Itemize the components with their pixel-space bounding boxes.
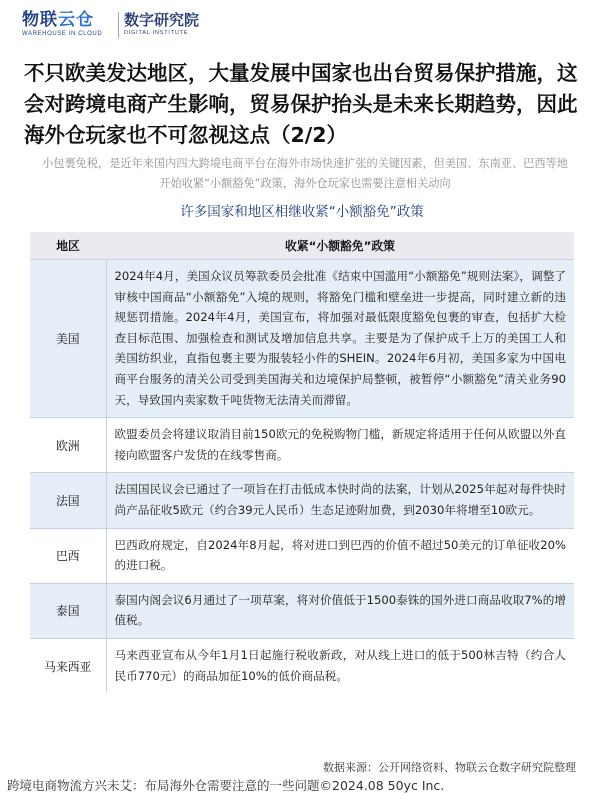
policy-cell: 泰国内阁会议6月通过了一项草案，将对价值低于1500泰铢的国外进口商品收取7%的增值税。 [106,583,574,638]
institute-tagline: DIGITAL INSTITUTE [124,30,189,36]
page-footer: 跨境电商物流方兴未艾：布局海外仓需要注意的一些问题©2024.08 50yc Inc. [7,778,445,793]
region-cell: 巴西 [30,528,106,583]
table-row [30,418,574,473]
institute-name: 数字研究院 [124,11,200,29]
data-source-note: 数据来源：公开网络资料、物联云仓数字研究院整理 [323,761,576,774]
column-header-policy: 收紧“小额豁免”政策 [106,232,574,260]
column-header-region: 地区 [30,232,106,260]
page-subtitle: 小包裹免税，是近年来国内四大跨境电商平台在海外市场快速扩张的关键因素，但美国、东南亚、巴西等地开始收紧“小额豁免”政策，海外仓玩家也需要注意相关动向 [42,157,568,190]
table-row [30,260,574,418]
table-row [30,473,574,528]
table-row [30,583,574,638]
policy-cell: 巴西政府规定，自2024年8月起，将对进口到巴西的价值不超过50美元的订单征收20%的进口税。 [106,528,574,583]
region-cell: 欧洲 [30,418,106,473]
table-row [30,528,574,583]
logo-tagline: WAREHOUSE IN CLOUD [22,31,103,37]
policy-cell: 法国国民议会已通过了一项旨在打击低成本快时尚的法案，计划从2025年起对每件快时尚产品征收5欧元（约合39元人民币）生态足迹附加费，到2030年将增至10欧元。 [106,473,574,528]
policy-table [30,232,574,693]
table-row [30,638,574,693]
header [0,0,604,48]
company-logo [22,10,114,42]
logo-text-part2: 云仓 [58,10,94,30]
page-title: 不只欧美发达地区，大量发展中国家也出台贸易保护措施，这会对跨境电商产生影响，贸易保护抬头是未来长期趋势，因此海外仓玩家也不可忽视这点（2/2） [24,61,578,147]
logo-text-part1: 物联 [22,10,58,30]
region-cell: 泰国 [30,583,106,638]
logo-divider [118,12,119,38]
policy-cell: 马来西亚宣布从今年1月1日起施行税收新政，对从线上进口的低于500林吉特（约合人民币770元）的商品加征10%的低价商品税。 [106,638,574,693]
policy-cell: 2024年4月，美国众议员筹款委员会批准《结束中国滥用“小额豁免”规则法案》，调整了审核中国商品“小额豁免”入境的规则，将豁免门槛和壁垒进一步提高，同时建立新的违规惩罚措施。2024年4月，美国宣布，将加强对最低限度豁免包裹的审查，包括扩大检查目标范围、加强检查和测试及增加信息共享。主要是为了保护成千上万的美国工人和美国纺织业，直指包裹主要为服装轻小件的SHEIN。2024年6月初，美国多家为中国电商平台服务的清关公司受到美国海关和边境保护局整顿，被暂停“小额豁免”清关业务90天，导致国内卖家数千吨货物无法清关而滞留。 [106,260,574,418]
table-title: 许多国家和地区相继收紧“小额豁免”政策 [180,204,424,220]
institute-logo [124,10,199,42]
region-cell: 美国 [30,260,106,418]
region-cell: 马来西亚 [30,638,106,693]
region-cell: 法国 [30,473,106,528]
policy-cell: 欧盟委员会将建议取消目前150欧元的免税购物门槛，新规定将适用于任何从欧盟以外直接向欧盟客户发货的在线零售商。 [106,418,574,473]
table-header-row [30,232,574,260]
logo-wordmark [22,10,114,30]
